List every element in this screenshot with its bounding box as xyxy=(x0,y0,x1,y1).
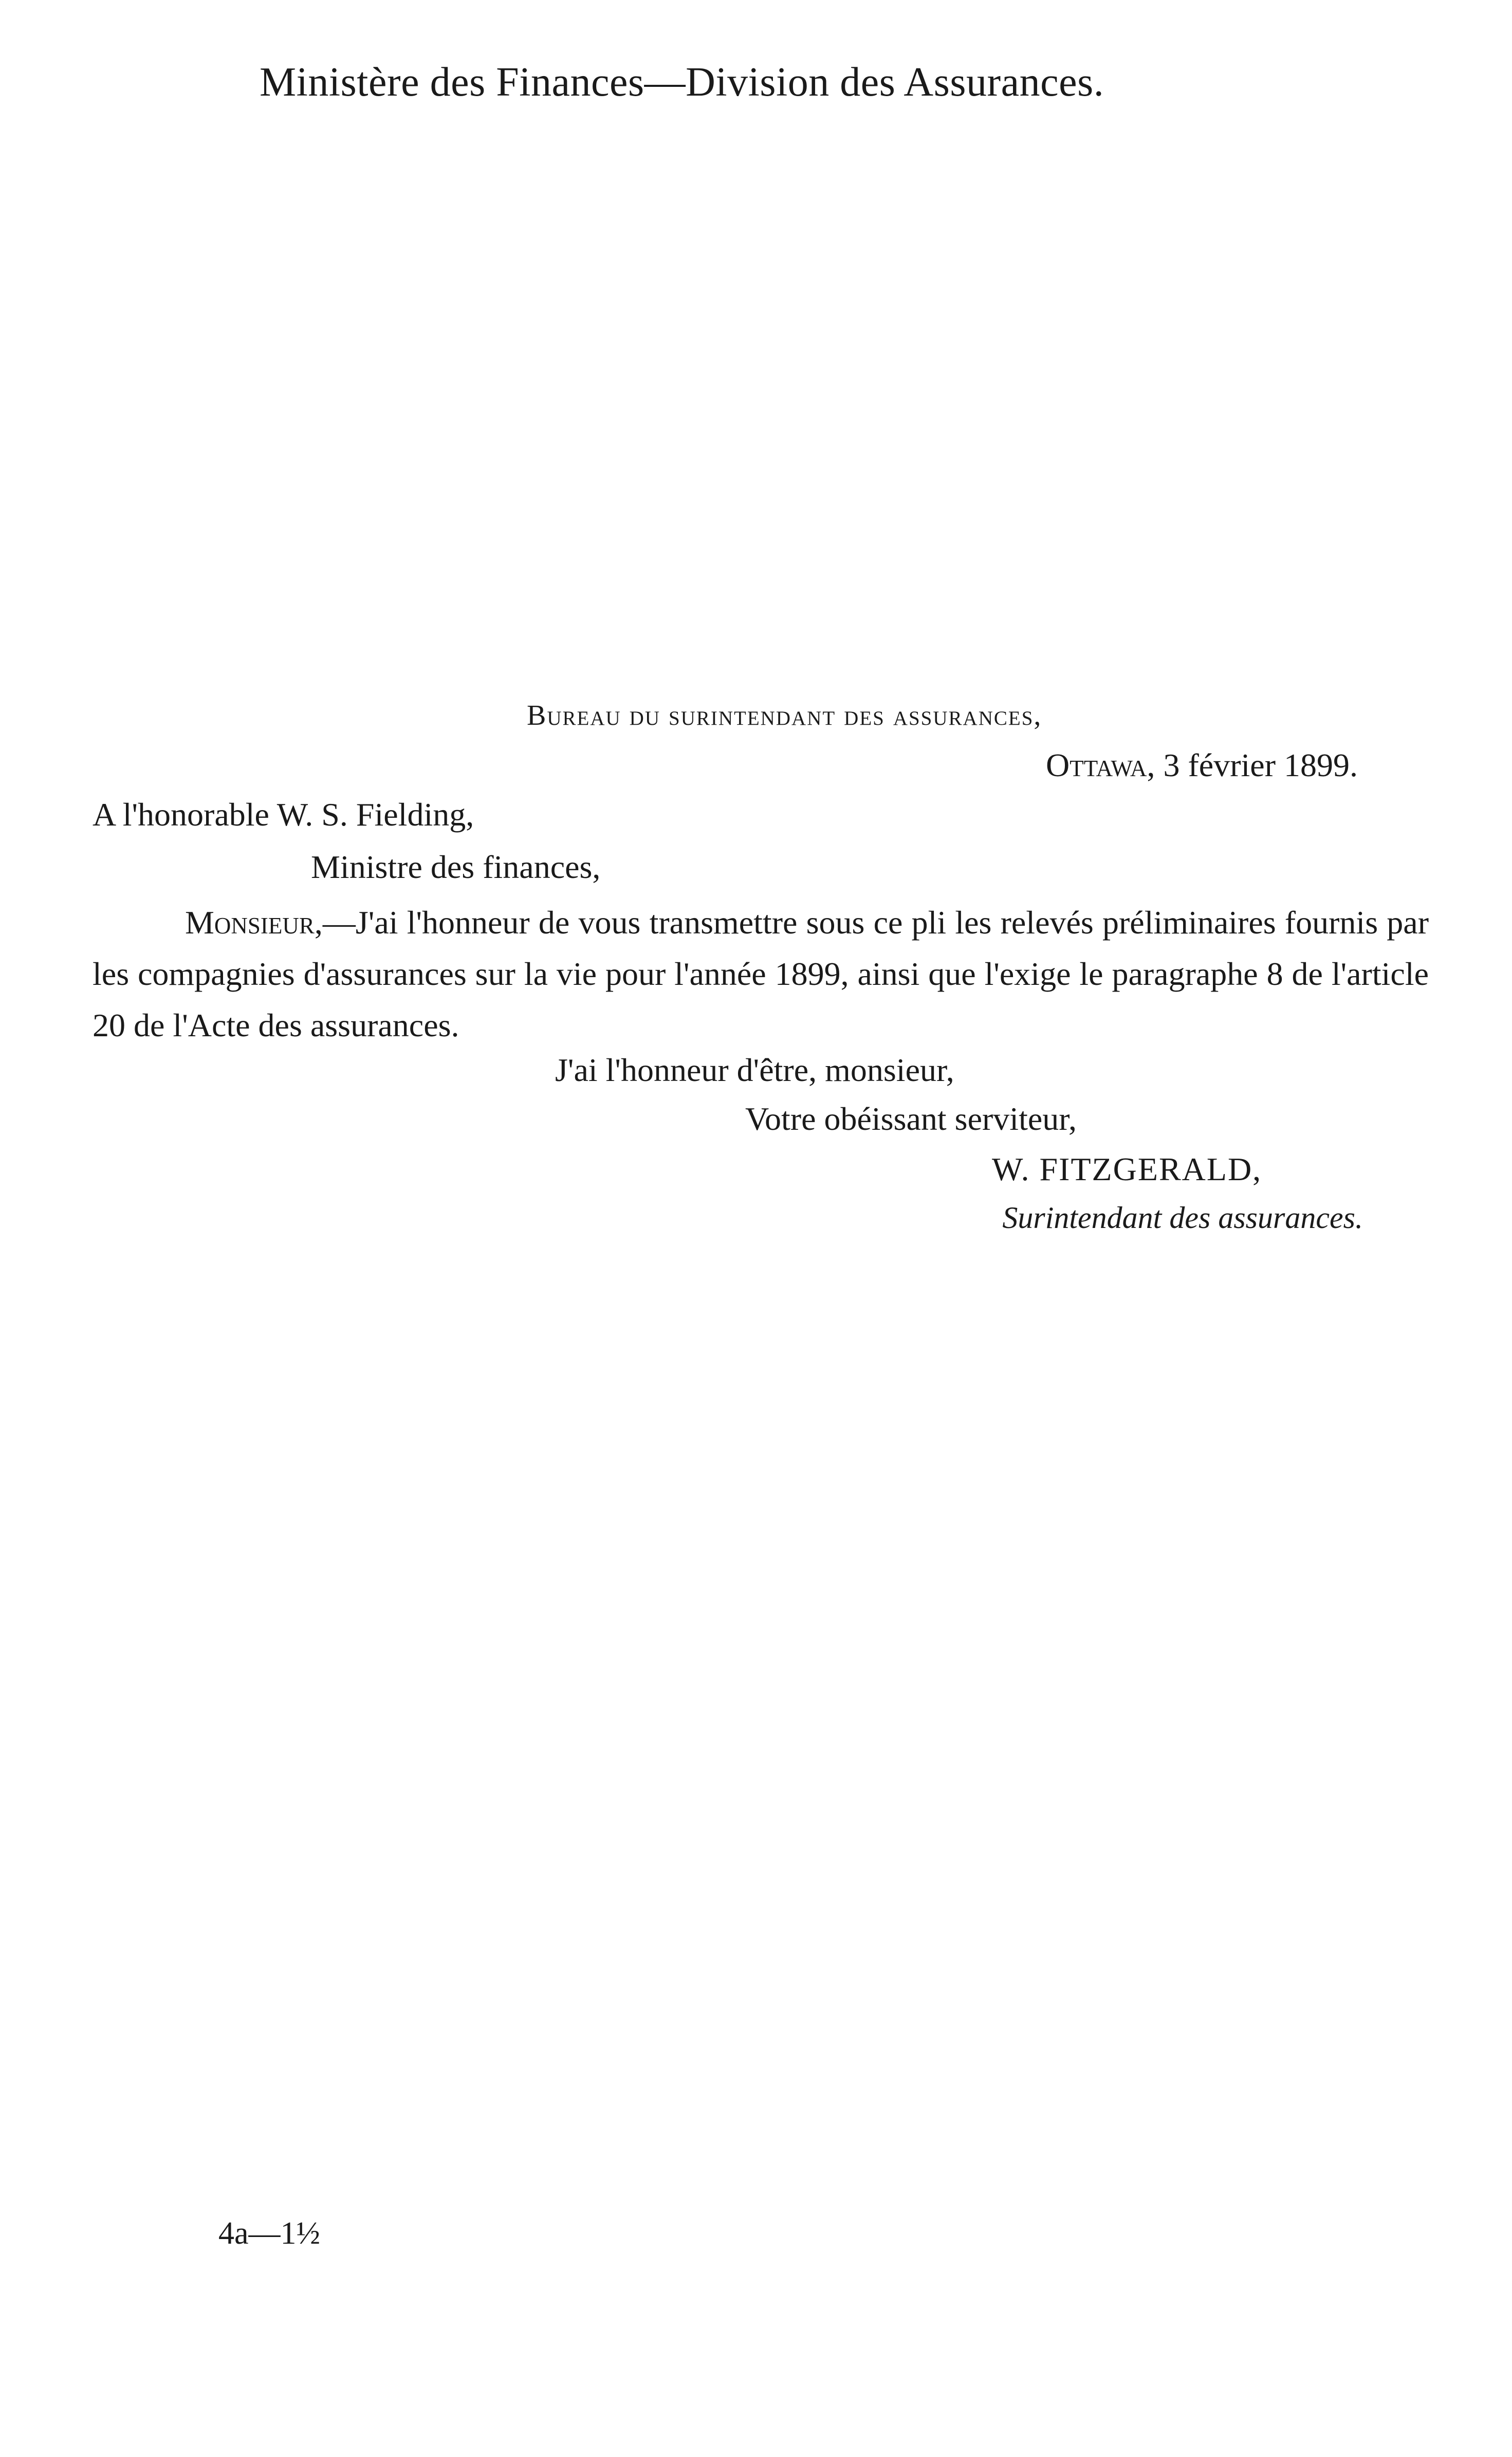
letter-body xyxy=(93,897,1429,1051)
printer-signature-mark: 4a—1½ xyxy=(218,2216,321,2251)
closing-line: J'ai l'honneur d'être, monsieur, xyxy=(555,1052,954,1088)
signature-name: W. FITZGERALD, xyxy=(992,1151,1262,1187)
body-paragraph: —J'ai l'honneur de vous transmettre sous ce pli les relevés préliminaires fournis par les compagnies d'assurances sur la vie pour l'année 1899, ainsi que l'exige le paragraphe 8 de l'article 20 de l'Acte des assurances. xyxy=(93,904,1429,1043)
place-name: Ottawa, xyxy=(1046,747,1155,783)
recipient-line xyxy=(93,796,474,834)
closing-line-servant: Votre obéissant serviteur, xyxy=(745,1101,1077,1137)
letter-date: 3 février 1899. xyxy=(1163,747,1358,783)
page-title: Ministère des Finances—Division des Assurances. xyxy=(260,60,1104,105)
recipient-title: Ministre des finances, xyxy=(311,849,601,885)
salutation: Monsieur, xyxy=(185,904,323,941)
signature-title: Surintendant des assurances. xyxy=(1002,1201,1363,1235)
dateline xyxy=(1046,746,1358,784)
office-heading: Bureau du surintendant des assurances, xyxy=(527,700,1042,731)
recipient-name: A l'honorable W. S. Fielding, xyxy=(93,796,474,833)
